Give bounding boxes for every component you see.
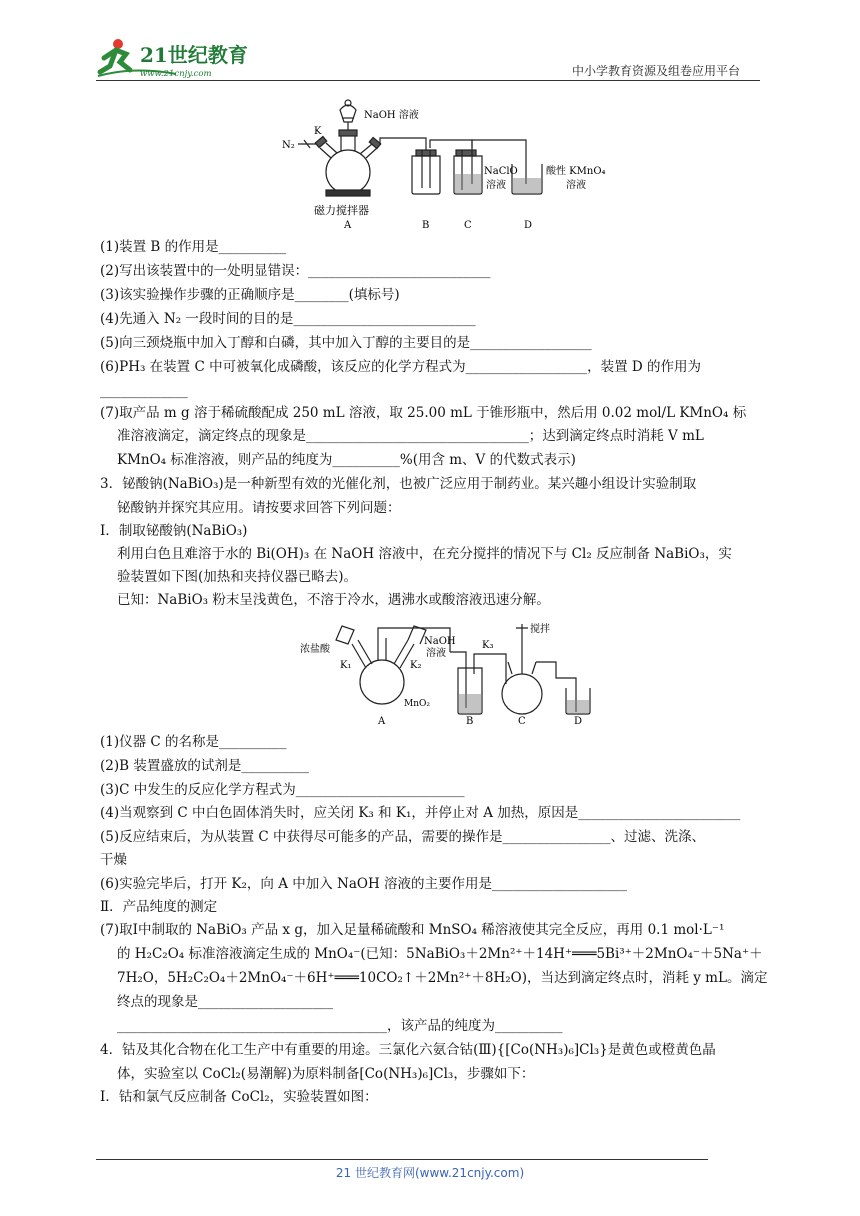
p3-q5-line-2: 干燥 bbox=[100, 852, 127, 868]
p3-q2-line: (2)B 装置盛放的试剂是__________ bbox=[100, 758, 309, 774]
q3-line: (3)该实验操作步骤的正确顺序是________(填标号) bbox=[100, 287, 400, 303]
logo-url-text: www.21cnjy.com bbox=[140, 69, 212, 79]
p3-q5-line: (5)反应结束后，为从装置 C 中获得尽可能多的产品，需要的操作是________________、过滤、洗涤、 bbox=[100, 829, 706, 845]
three-neck-flask bbox=[326, 150, 370, 194]
fig2-mno2-label: MnO₂ bbox=[404, 699, 430, 709]
fig2-naoh-solution-label: 溶液 bbox=[426, 648, 446, 659]
p3-q7-line: (7)取Ⅰ中制取的 NaBiO₃ 产品 x g，加入足量稀硫酸和 MnSO₄ 稀溶液使其完全反应，再用 0.1 mol·L⁻¹ bbox=[100, 922, 725, 938]
fig1-label-d: D bbox=[524, 220, 533, 231]
p3-q7-line-2: 的 H₂C₂O₄ 标准溶液滴定生成的 MnO₄⁻(已知：5NaBiO₃＋2Mn²⁺＋14H⁺═══5Bi³⁺＋2MnO₄⁻＋5Na⁺＋ bbox=[117, 946, 763, 962]
fig2-k3-label: K₃ bbox=[482, 640, 494, 651]
fig2-label-c: C bbox=[518, 716, 526, 727]
q7-line-3: KMnO₄ 标准溶液，则产品的纯度为__________%(用含 m、V 的代数式表示) bbox=[117, 452, 576, 468]
p3-q7-line-5: ________________________________________，该产品的纯度为__________ bbox=[117, 1018, 563, 1034]
p3-q6-line: (6)实验完毕后，打开 K₂，向 A 中加入 NaOH 溶液的主要作用是____________________ bbox=[100, 876, 628, 892]
fig2-label-b: B bbox=[466, 716, 474, 727]
runner-logo-icon bbox=[96, 36, 266, 80]
p3-q7-line-4: 终点的现象是____________________ bbox=[117, 994, 333, 1010]
p3-q4-line: (4)当观察到 C 中白色固体消失时，应关闭 K₃ 和 K₁，并停止对 A 加热，原因是________________________ bbox=[100, 805, 741, 821]
p3-desc-line: 利用白色且难溶于水的 Bi(OH)₃ 在 NaOH 溶液中，在充分搅拌的情况下与 Cl₂ 反应制备 NaBiO₃，实 bbox=[117, 546, 732, 562]
fig2-k2-label: K₂ bbox=[410, 660, 422, 671]
fig2-label-a: A bbox=[378, 716, 386, 727]
fig2-k1-label: K₁ bbox=[340, 660, 352, 671]
fig1-kmno4-solution-label: 溶液 bbox=[566, 180, 586, 191]
fig1-naclo-solution-label: 溶液 bbox=[486, 180, 506, 191]
q1-line: (1)装置 B 的作用是__________ bbox=[100, 239, 287, 255]
apparatus-figure-1 bbox=[276, 94, 626, 234]
p3-q1-line: (1)仪器 C 的名称是__________ bbox=[100, 734, 287, 750]
header-divider bbox=[96, 80, 760, 81]
p3-known-line: 已知：NaBiO₃ 粉末呈浅黄色，不溶于冷水，遇沸水或酸溶液迅速分解。 bbox=[117, 592, 550, 608]
fig2-label-d: D bbox=[574, 716, 583, 727]
fig1-n2-label: N₂ bbox=[282, 140, 295, 151]
fig1-naclo-label: NaClO bbox=[484, 166, 518, 177]
q7-line: (7)取产品 m g 溶于稀硫酸配成 250 mL 溶液，取 25.00 mL 于锥形瓶中，然后用 0.02 mol/L KMnO₄ 标 bbox=[100, 405, 747, 421]
fig1-label-b: B bbox=[422, 220, 430, 231]
p3-intro-line: 3．铋酸钠(NaBiO₃)是一种新型有效的光催化剂，也被广泛应用于制药业。某兴趣小组设计实验制取 bbox=[100, 476, 697, 492]
flask-c bbox=[502, 674, 542, 714]
p3-q3-line: (3)C 中发生的反应化学方程式为_________________________ bbox=[100, 782, 465, 798]
q6-line: (6)PH₃ 在装置 C 中可被氧化成磷酸，该反应的化学方程式为__________________，装置 D 的作用为 bbox=[100, 359, 701, 375]
fig1-k-label: K bbox=[314, 126, 322, 137]
p3-desc-line-2: 验装置如下图(加热和夹持仪器已略去)。 bbox=[117, 569, 358, 585]
apparatus-figure-2 bbox=[296, 614, 606, 730]
p3-q7-line-3: 7H₂O，5H₂C₂O₄＋2MnO₄⁻＋6H⁺═══10CO₂↑＋2Mn²⁺＋8H₂O)，当达到滴定终点时，消耗 y mL。滴定 bbox=[117, 970, 768, 986]
footer-divider bbox=[96, 1159, 708, 1160]
footer-text[interactable]: 21 世纪教育网(www.21cnjy.com) bbox=[335, 1166, 525, 1180]
q7-line-2: 准溶液滴定，滴定终点的现象是_________________________________；达到滴定终点时消耗 V mL bbox=[117, 428, 704, 444]
fig2-stir-label: 搅拌 bbox=[530, 624, 550, 635]
site-logo[interactable] bbox=[96, 36, 266, 80]
fig1-label-c: C bbox=[464, 220, 472, 231]
fig2-hcl-label: 浓盐酸 bbox=[300, 644, 330, 655]
q5-line: (5)向三颈烧瓶中加入丁醇和白磷，其中加入丁醇的主要目的是__________________ bbox=[100, 335, 592, 351]
fig1-naoh-label: NaOH 溶液 bbox=[364, 110, 419, 121]
logo-main-text: 21世纪教育 bbox=[140, 43, 248, 67]
q6-line-cont: _____________ bbox=[100, 383, 188, 399]
flask-a bbox=[360, 660, 404, 704]
fig1-stirrer-label: 磁力搅拌器 bbox=[314, 204, 369, 217]
p3-section-1: Ⅰ．制取铋酸钠(NaBiO₃) bbox=[100, 523, 248, 539]
q4-line: (4)先通入 N₂ 一段时间的目的是___________________________ bbox=[100, 311, 476, 327]
p4-intro-line: 4．钴及其化合物在化工生产中有重要的用途。三氯化六氨合钴(Ⅲ){[Co(NH₃)₆]Cl₃}是黄色或橙黄色晶 bbox=[100, 1042, 716, 1058]
fig1-kmno4-label: 酸性 KMnO₄ bbox=[546, 166, 606, 177]
fig1-label-a: A bbox=[344, 220, 352, 231]
q2-line: (2)写出该装置中的一处明显错误：___________________________ bbox=[100, 263, 491, 279]
fig2-naoh-label: NaOH bbox=[424, 636, 456, 647]
p3-section-2: Ⅱ．产品纯度的测定 bbox=[100, 899, 218, 915]
p3-intro-line-2: 铋酸钠并探究其应用。请按要求回答下列问题： bbox=[117, 500, 401, 516]
p4-section-1: Ⅰ．钴和氯气反应制备 CoCl₂，实验装置如图： bbox=[100, 1089, 378, 1105]
header-platform-text: 中小学教育资源及组卷应用平台 bbox=[572, 64, 741, 78]
bottle-b bbox=[412, 156, 440, 194]
p4-intro-line-2: 体，实验室以 CoCl₂(易潮解)为原料制备[Co(NH₃)₆]Cl₃，步骤如下： bbox=[117, 1066, 535, 1082]
